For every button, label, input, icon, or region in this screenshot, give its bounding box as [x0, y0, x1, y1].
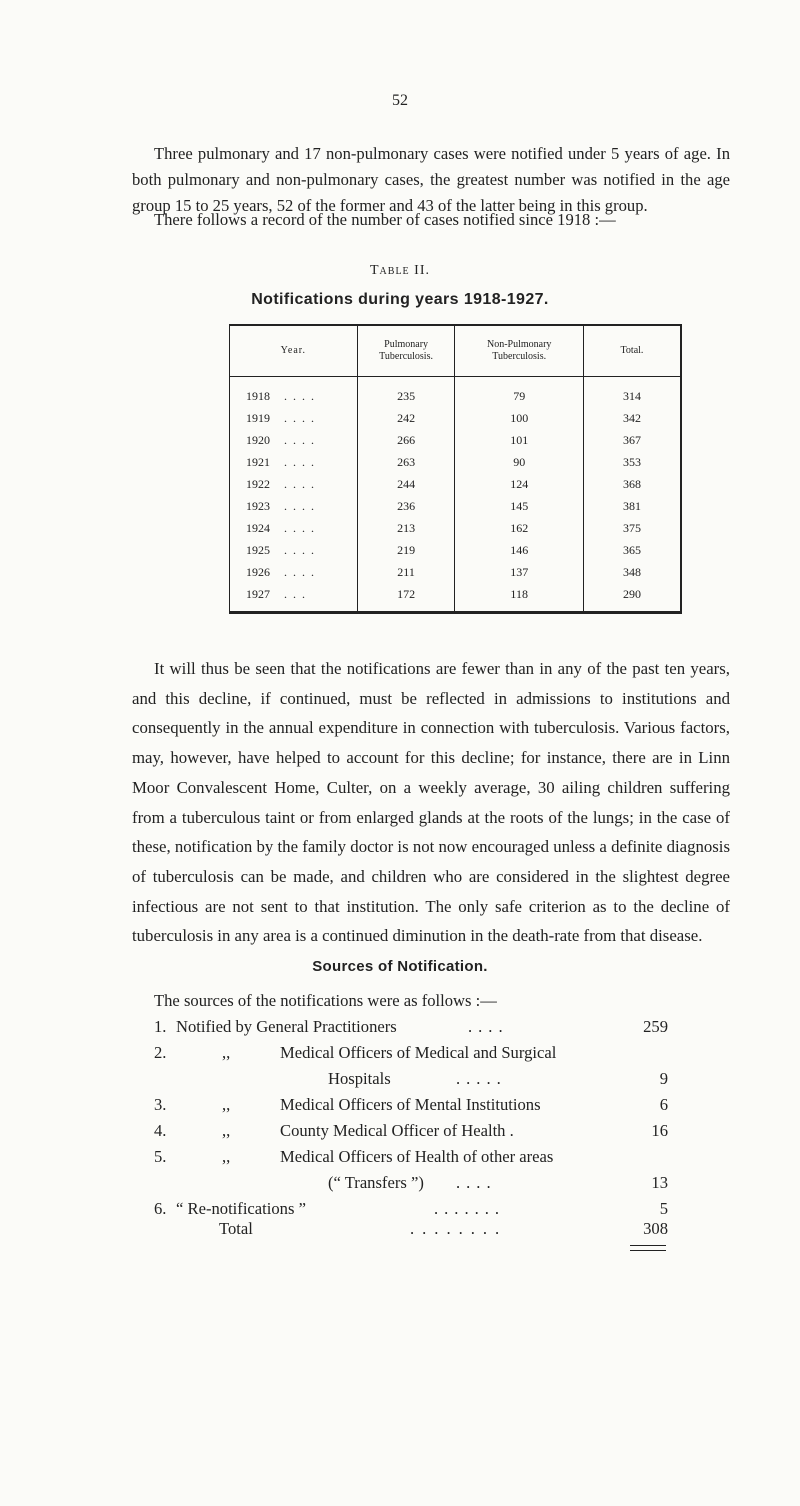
leader-dots: ....	[284, 498, 320, 513]
year-text: 1927	[246, 586, 270, 601]
year-text: 1924	[246, 520, 270, 535]
cell-pulmonary: 242	[357, 407, 455, 429]
header-non-pulmonary: Non-Pulmonary Tuberculosis.	[455, 325, 584, 377]
cell-pulmonary: 211	[357, 561, 455, 583]
cell-pulmonary: 219	[357, 539, 455, 561]
ditto-mark: ,,	[222, 1147, 231, 1166]
total-value: 308	[643, 1219, 668, 1238]
cell-total: 375	[622, 520, 641, 535]
source-item	[0, 1121, 800, 1147]
cell-pulmonary: 266	[357, 429, 455, 451]
year-text: 1922	[246, 476, 270, 491]
year-text: 1923	[246, 498, 270, 513]
source-text: County Medical Officer of Health .	[280, 1121, 514, 1140]
cell-non-pulmonary: 79	[455, 377, 584, 408]
row-year	[230, 429, 358, 451]
table-row	[230, 495, 682, 517]
cell-non-pulmonary: 145	[455, 495, 584, 517]
cell-non-pulmonary: 90	[455, 451, 584, 473]
total-label: Total	[219, 1219, 253, 1238]
leader-dots: ...	[284, 586, 311, 601]
cell-total: 314	[622, 388, 641, 403]
table-row	[230, 539, 682, 561]
row-year	[230, 561, 358, 583]
source-item	[0, 1043, 800, 1069]
table-title: Notifications during years 1918-1927.	[251, 291, 549, 308]
source-text: Notified by General Practitioners	[176, 1017, 397, 1036]
row-year	[230, 495, 358, 517]
cell-total: 365	[622, 542, 641, 557]
source-item	[0, 1069, 800, 1095]
leader-dots: ....	[284, 432, 320, 447]
leader-dots: ....	[284, 454, 320, 469]
source-number: 1.	[154, 1017, 167, 1036]
table-row	[230, 429, 682, 451]
cell-total: 381	[622, 498, 641, 513]
row-year	[230, 539, 358, 561]
source-value: 259	[643, 1017, 668, 1036]
table-row	[230, 377, 682, 408]
leader-dots: .......	[434, 1199, 506, 1218]
cell-non-pulmonary: 137	[455, 561, 584, 583]
cell-non-pulmonary: 124	[455, 473, 584, 495]
source-text: Hospitals	[328, 1069, 391, 1088]
source-number: 6.	[154, 1199, 167, 1218]
row-year	[230, 377, 358, 408]
record-intro-paragraph: There follows a record of the number of cases notified since 1918 :—	[154, 210, 616, 229]
cell-total: 342	[622, 410, 641, 425]
cell-non-pulmonary: 118	[455, 583, 584, 613]
source-item	[0, 1199, 800, 1225]
year-text: 1926	[246, 564, 270, 579]
cell-pulmonary: 244	[357, 473, 455, 495]
page-number: 52	[392, 92, 408, 109]
leader-dots: ....	[456, 1173, 497, 1192]
leader-dots: .....	[456, 1069, 507, 1088]
cell-pulmonary: 213	[357, 517, 455, 539]
row-year	[230, 517, 358, 539]
leader-dots: ....	[284, 410, 320, 425]
table-row	[230, 583, 682, 613]
table-row	[230, 561, 682, 583]
source-number: 5.	[154, 1147, 167, 1166]
source-item	[0, 1017, 800, 1043]
source-item	[0, 1173, 800, 1199]
header-pulmonary: Pulmonary Tuberculosis.	[357, 325, 455, 377]
leader-dots: ....	[284, 542, 320, 557]
cell-pulmonary: 172	[357, 583, 455, 613]
cell-total: 353	[622, 454, 641, 469]
sources-intro: The sources of the notifications were as follows :—	[154, 991, 497, 1010]
table-label: Table II.	[370, 263, 430, 278]
leader-dots: ....	[468, 1017, 509, 1036]
cell-total: 368	[622, 476, 641, 491]
table-row	[230, 517, 682, 539]
year-text: 1925	[246, 542, 270, 557]
source-number: 2.	[154, 1043, 167, 1062]
cell-non-pulmonary: 146	[455, 539, 584, 561]
cell-non-pulmonary: 100	[455, 407, 584, 429]
cell-pulmonary: 236	[357, 495, 455, 517]
source-value: 16	[651, 1121, 668, 1140]
cell-pulmonary: 263	[357, 451, 455, 473]
total-leader-dots: ........	[410, 1219, 508, 1238]
source-text: “ Re-notifications ”	[176, 1199, 306, 1218]
source-item	[0, 1147, 800, 1173]
cell-pulmonary: 235	[357, 377, 455, 408]
header-year: Year.	[230, 325, 358, 377]
cell-total: 290	[622, 586, 641, 601]
year-text: 1919	[246, 410, 270, 425]
row-year	[230, 473, 358, 495]
source-value: 13	[651, 1173, 668, 1192]
cell-non-pulmonary: 162	[455, 517, 584, 539]
source-number: 3.	[154, 1095, 167, 1114]
year-text: 1920	[246, 432, 270, 447]
header-total: Total.	[583, 325, 681, 377]
leader-dots: ....	[284, 476, 320, 491]
table-row	[230, 407, 682, 429]
cell-non-pulmonary: 101	[455, 429, 584, 451]
leader-dots: ....	[284, 388, 320, 403]
total-double-underline	[630, 1245, 666, 1251]
source-text: (“ Transfers ”)	[328, 1173, 424, 1192]
sources-heading: Sources of Notification.	[312, 958, 488, 975]
ditto-mark: ,,	[222, 1095, 231, 1114]
cell-total: 348	[622, 564, 641, 579]
intro-paragraph: Three pulmonary and 17 non-pulmonary cases were notified under 5 years of age. In both pulmonary and non-pulmonary cases, the greatest number was notified in the age group 15 to 25 years, 52 of the former and 43 of the latter being in this group.	[132, 144, 730, 215]
table-row	[230, 451, 682, 473]
source-value: 6	[659, 1095, 668, 1114]
row-year	[230, 451, 358, 473]
notifications-table	[229, 324, 682, 614]
table-header-row	[230, 325, 682, 377]
row-year	[230, 583, 358, 613]
source-text: Medical Officers of Mental Institutions	[280, 1095, 541, 1114]
year-text: 1918	[246, 388, 270, 403]
source-value: 9	[659, 1069, 668, 1088]
source-text: Medical Officers of Medical and Surgical	[280, 1043, 557, 1062]
leader-dots: ....	[284, 564, 320, 579]
ditto-mark: ,,	[222, 1121, 231, 1140]
source-text: Medical Officers of Health of other areas	[280, 1147, 554, 1166]
cell-total: 367	[622, 432, 641, 447]
decline-paragraph: It will thus be seen that the notifications are fewer than in any of the past ten years, and this decline, if continued, must be reflected in admissions to institutions and consequently in the annual expenditure in connection with tuberculosis. Various factors, may, however, have helped to account for this decline; for instance, there are in Linn Moor Convalescent Home, Culter, on a weekly average, 30 ailing children suffering from a tuberculous taint or from enlarged glands at the roots of the lungs; in the case of these, notification by the family doctor is not now encouraged unless a definite diagnosis of tuberculosis can be made, and children who are considered in the slightest degree infectious are not sent to that institution. The only safe criterion as to the decline of tuberculosis in any area is a continued diminution in the death-rate from that disease.	[132, 659, 730, 946]
leader-dots: ....	[284, 520, 320, 535]
source-number: 4.	[154, 1121, 167, 1140]
table-row	[230, 473, 682, 495]
ditto-mark: ,,	[222, 1043, 231, 1062]
row-year	[230, 407, 358, 429]
year-text: 1921	[246, 454, 270, 469]
source-value: 5	[659, 1199, 668, 1218]
source-item	[0, 1095, 800, 1121]
